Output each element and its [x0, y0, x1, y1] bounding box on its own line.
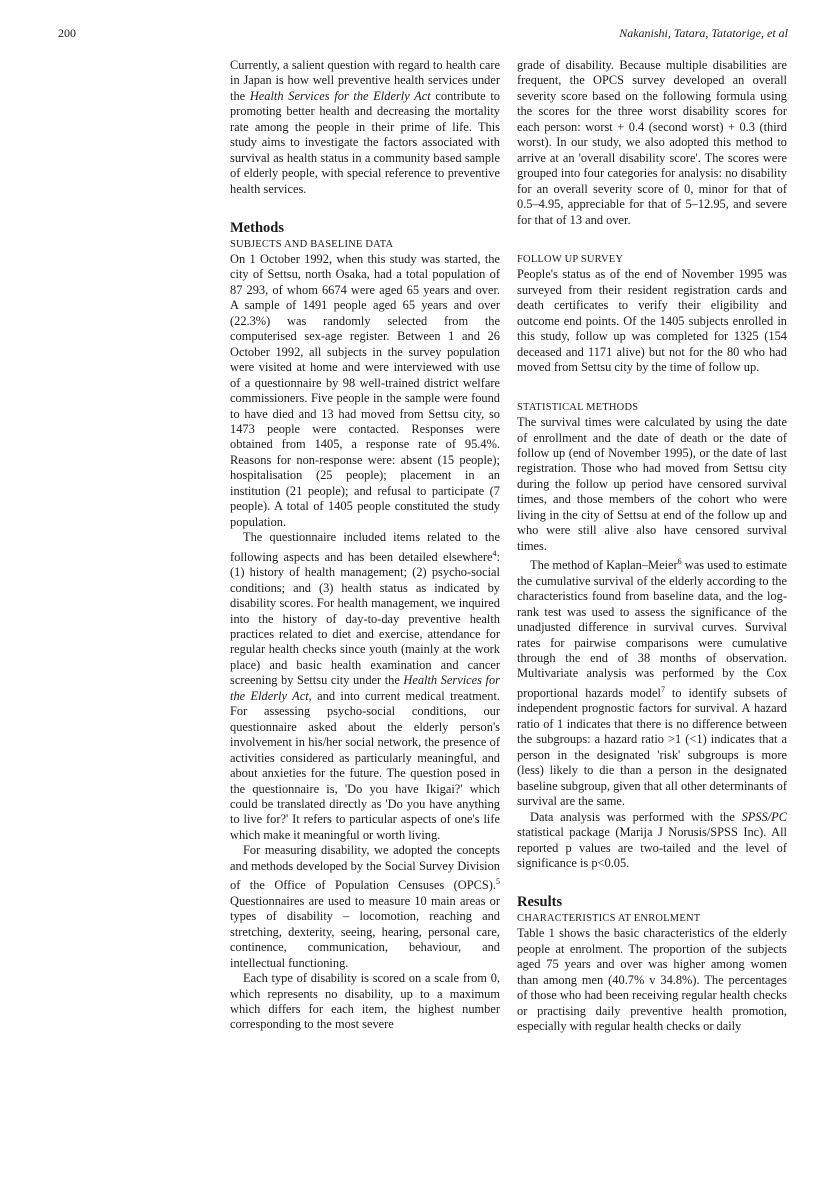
- questionnaire-paragraph: [230, 530, 500, 843]
- spss-paragraph: [517, 810, 787, 872]
- text-run: On 1 October 1992, when this study was started, the city of Settsu, north Osaka, had a total population of 87 293, of whom 6674 were aged 65 years and over. A sample of 1491 people aged 65 years and over (22.3%) was randomly selected from the computerised sex-age register. Between 1 and 26 October 1992, all subjects in the survey population were visited at home and were interviewed with use of a questionnaire by 98 well-trained district welfare commissioners. Five people in the sample were found to have died and 13 had moved from Settsu city, so 1473 people were contacted. Responses were obtained from 1405, a response rate of 95.4%. Reasons for non-response were: absent (15 people); hospitalisation (25 people); placement in an institution (21 people); and refusal to participate (7 people). A total of 1405 people constituted the study population.: [230, 251, 500, 529]
- running-head: Nakanishi, Tatara, Tatatorige, et al: [619, 26, 788, 40]
- right-column: [517, 58, 787, 1035]
- text-run: was used to estimate the cumulative survival of the elderly according to the characteristics found from baseline data, and the log-rank test was used to assess the significance of the unadjusted difference in survival curves. Survival rates for pairwise comparisons were cumulative through the end of 38 months of observation. Multivariate analysis was performed by the Cox proportional hazards model: [517, 558, 788, 701]
- survival-times-paragraph: [517, 415, 787, 554]
- left-column: [230, 58, 500, 1033]
- followup-heading: FOLLOW UP SURVEY: [517, 253, 624, 265]
- methods-heading: Methods: [230, 220, 284, 237]
- text-run: , and into current medical treatment. For assessing psycho-social conditions, our questionnaire asked about the elderly person's involvement in his/her social network, the presence of activities considered as particularly meaningful, and about anxieties for the future. The question posed in the questionnaire is, 'Do you have Ikigai?' which could be translated directly as 'Do you have anything to live for?' It refers to particular aspects of one's life which make it meaningful or worth living.: [230, 688, 500, 842]
- text-run: The method of Kaplan–Meier: [530, 558, 678, 573]
- text-run: Health Services for the Elderly Act: [230, 673, 500, 703]
- text-run: 7: [660, 684, 665, 694]
- text-run: grade of disability. Because multiple disabilities are frequent, the OPCS survey developed an overall severity score based on the following formula using the scores for the three worst disability scores for each person: worst + 0.4 (second worst) + 0.3 (third worst). In our study, we also adopted this method to arrive at an 'overall disability score'. The scores were grouped into four categories for analysis: no disability for an overall severity score of 0, minor for that of 0.5–4.95, appreciable for that of 5–12.95, and severe for that of 13 and over.: [517, 58, 787, 227]
- scoring-paragraph: [230, 971, 500, 1033]
- text-run: The questionnaire included items related to the following aspects and has been detailed elsewhere: [230, 530, 500, 564]
- subjects-heading: SUBJECTS AND BASELINE DATA: [230, 238, 394, 250]
- text-run: Table 1 shows the basic characteristics of the elderly people at enrolment. The proportion of the subjects aged 75 years and over was higher among women than among men (40.7% v 34.8%). The percentages of those who had been receiving regular health checks or practising daily preventive health promotion, especially with regular health checks or daily: [517, 926, 787, 1034]
- text-run: 4: [492, 548, 497, 558]
- text-run: : (1) history of health management; (2) psycho-social conditions; and (3) health status as indicated by disability scores. For health management, we inquired into the history of day-to-day preventive health practices related to diet and exercise, attendance for regular health checks since youth (mainly at the work place) and basic health examination and cancer screening by Settsu city under the: [230, 549, 500, 688]
- text-run: Data analysis was performed with the: [530, 809, 742, 824]
- text-run: Currently, a salient question with regard to health care in Japan is how well preventive health services under the: [230, 58, 500, 103]
- text-run: statistical package (Marija J Norusis/SPSS Inc). All reported p values are two-tailed and the level of significance is p<0.05.: [517, 825, 787, 870]
- results-heading: Results: [517, 894, 563, 911]
- severity-paragraph: [517, 58, 787, 228]
- followup-paragraph: [517, 267, 787, 375]
- text-run: For measuring disability, we adopted the concepts and methods developed by the Social Survey Division of the Office of Population Censuses (OPCS).: [230, 843, 500, 893]
- text-run: SPSS/PC: [741, 809, 787, 824]
- statistical-heading: STATISTICAL METHODS: [517, 401, 639, 413]
- intro-paragraph: [230, 58, 500, 197]
- kaplan-meier-paragraph: [517, 554, 787, 810]
- subjects-paragraph: [230, 252, 500, 530]
- text-run: People's status as of the end of November 1995 was surveyed from their resident registration cards and death certificates to verify their eligibility and outcome end points. Of the 1405 subjects enrolled in this study, follow up was completed for 1325 (154 deceased and 1171 alive) but not for the 80 who had moved from Settsu city by the time of follow up.: [517, 267, 787, 375]
- text-run: 6: [677, 557, 682, 567]
- text-run: Questionnaires are used to measure 10 main areas or types of disability – locomotion, reaching and stretching, dexterity, seeing, hearing, personal care, continence, communication, behaviour, and intellectual functioning.: [230, 893, 500, 970]
- page-number: 200: [58, 26, 76, 40]
- text-run: The survival times were calculated by using the date of enrollment and the date of death or the date of follow up (end of November 1995), or the date of last registration. Those who had moved from Settsu city during the follow up period have censored survival times, and those members of the cohort who were living in the city of Settsu at end of the follow up and who were still alive also have censored survival times.: [517, 415, 787, 553]
- text-run: contribute to promoting better health and decreasing the mortality rate among the people in their prime of life. This study aims to investigate the factors associated with survival as health status in a community based sample of elderly people, with special reference to preventive health services.: [230, 88, 500, 196]
- text-run: Health Services for the Elderly Act: [249, 88, 431, 103]
- disability-paragraph: [230, 843, 500, 971]
- text-run: to identify subsets of independent prognostic factors for survival. A hazard ratio of 1 indicates that there is no difference between the subgroups: a hazard ratio >1 (<1) indicates that a person in the designated 'risk' subgroups is more (less) likely to die than a person in the designated baseline subgroup, given that all other determinants of survival are the same.: [517, 686, 787, 809]
- text-run: 5: [496, 877, 500, 887]
- characteristics-heading: CHARACTERISTICS AT ENROLMENT: [517, 912, 701, 924]
- characteristics-paragraph: [517, 926, 787, 1034]
- text-run: Each type of disability is scored on a scale from 0, which represents no disability, up to a maximum which differs for each item, the highest number corresponding to the most severe: [230, 971, 500, 1032]
